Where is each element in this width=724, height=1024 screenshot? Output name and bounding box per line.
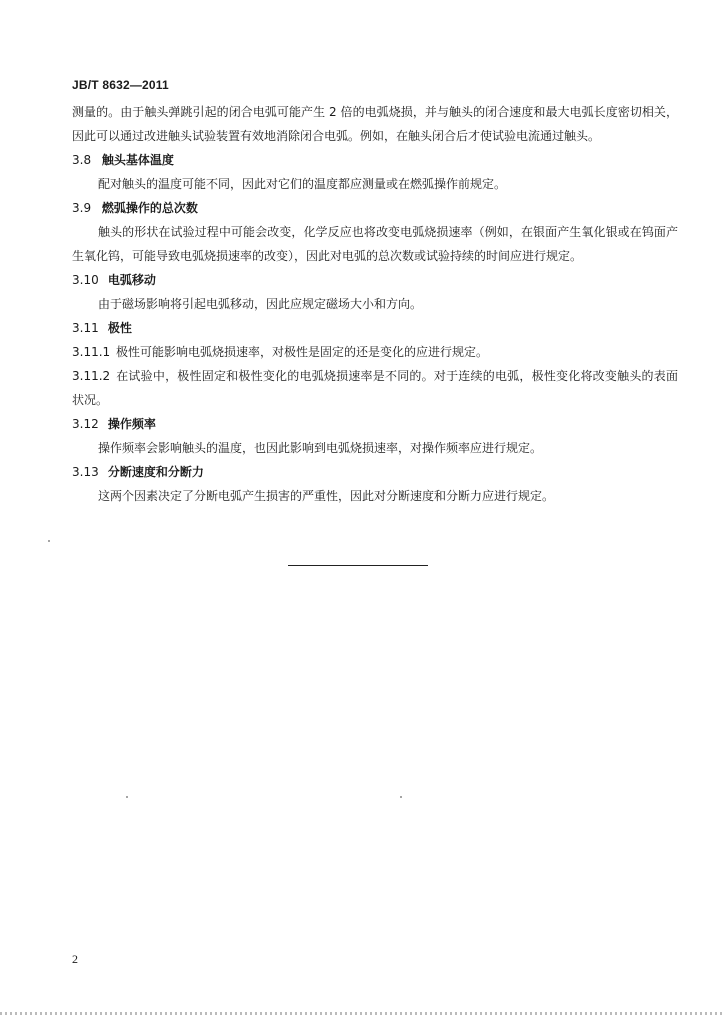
section-3-12-heading — [72, 412, 678, 436]
section-number: 3.9 — [72, 201, 92, 215]
intro-paragraph: 测量的。由于触头弹跳引起的闭合电弧可能产生 2 倍的电弧烧损，并与触头的闭合速度和最大电弧长度密切相关，因此可以通过改进触头试验装置有效地消除闭合电弧。例如，在触头闭合后才使试验电流通过触头。 — [72, 105, 678, 143]
page-number: 2 — [72, 952, 78, 966]
section-title: 分断速度和分断力 — [107, 465, 204, 479]
section-3-8-heading — [72, 148, 678, 172]
section-3-10-heading — [72, 268, 678, 292]
section-number: 3.12 — [72, 417, 99, 431]
section-title: 操作频率 — [107, 417, 156, 431]
section-3-13-heading — [72, 460, 678, 484]
subsection-number: 3.11.1 — [72, 345, 111, 359]
subsection-text: 极性可能影响电弧烧损速率，对极性是固定的还是变化的应进行规定。 — [116, 345, 489, 359]
scan-speck — [126, 796, 128, 798]
standard-header: JB/T 8632—2011 — [72, 78, 169, 92]
section-title: 触头基体温度 — [101, 153, 174, 167]
section-3-9-text: 触头的形状在试验过程中可能会改变，化学反应也将改变电弧烧损速率（例如，在银面产生氧化银或在钨面产生氧化钨，可能导致电弧烧损速率的改变），因此对电弧的总次数或试验持续的时间应进行规定。 — [72, 225, 678, 263]
subsection-number: 3.11.2 — [72, 369, 111, 383]
section-number: 3.11 — [72, 321, 99, 335]
subsection-3-11-1 — [72, 340, 678, 364]
section-title: 燃弧操作的总次数 — [101, 201, 198, 215]
scan-artifact-line — [0, 1012, 724, 1015]
scan-speck — [48, 540, 50, 542]
subsection-text: 在试验中，极性固定和极性变化的电弧烧损速率是不同的。对于连续的电弧，极性变化将改变触头的表面状况。 — [72, 369, 678, 407]
section-title: 极性 — [107, 321, 132, 335]
section-3-10-text: 由于磁场影响将引起电弧移动，因此应规定磁场大小和方向。 — [98, 297, 423, 311]
section-title: 电弧移动 — [107, 273, 156, 287]
section-3-12-text: 操作频率会影响触头的温度，也因此影响到电弧烧损速率，对操作频率应进行规定。 — [98, 441, 543, 455]
section-number: 3.13 — [72, 465, 99, 479]
section-3-8-text: 配对触头的温度可能不同，因此对它们的温度都应测量或在燃弧操作前规定。 — [98, 177, 507, 191]
subsection-3-11-2 — [72, 364, 678, 412]
document-body — [72, 100, 678, 508]
section-3-9-heading — [72, 196, 678, 220]
section-3-13-text: 这两个因素决定了分断电弧产生损害的严重性，因此对分断速度和分断力应进行规定。 — [98, 489, 555, 503]
section-number: 3.10 — [72, 273, 99, 287]
section-3-11-heading — [72, 316, 678, 340]
section-number: 3.8 — [72, 153, 92, 167]
end-of-document-rule — [288, 565, 428, 566]
scan-speck — [400, 796, 402, 798]
